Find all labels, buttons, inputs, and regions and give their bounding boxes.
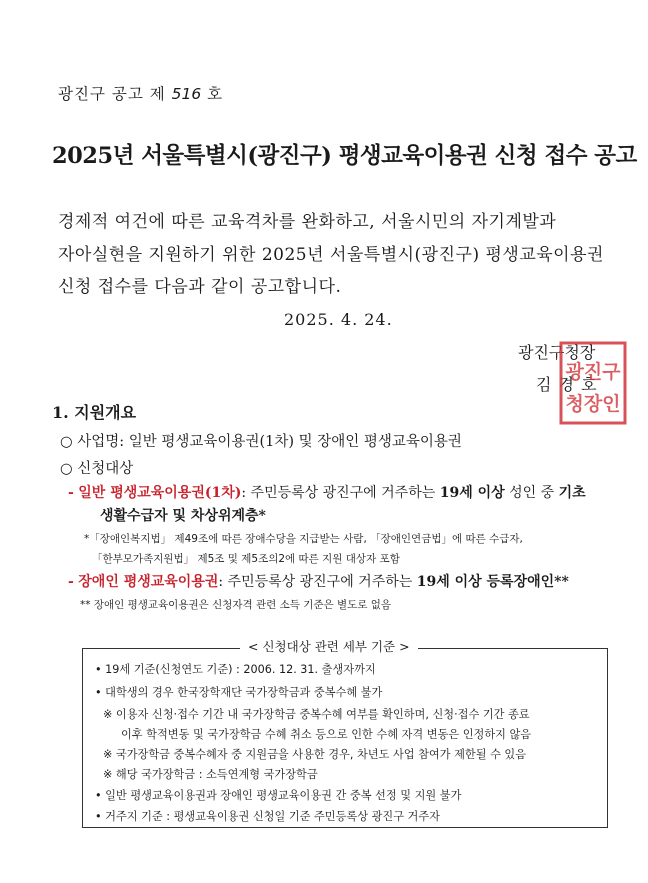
intro-line-1: 경제적 여건에 따른 교육격차를 완화하고, 서울시민의 자기계발과 <box>58 212 557 232</box>
seal-text-1: 광진구 <box>565 361 621 383</box>
general-bold-tail-1: 기초 <box>558 485 586 501</box>
notice-number-line <box>58 82 223 104</box>
criteria-note: ※ 이용자 신청·접수 기간 내 국가장학금 중복수혜 여부를 확인하며, 신청·접수 기간 종료 <box>103 708 530 721</box>
criteria-note-continued: 이후 학적변동 및 국가장학금 수혜 취소 등으로 인한 수혜 자격 변동은 인정하지 않음 <box>121 728 532 741</box>
general-text-1: : 주민등록상 광진구에 거주하는 <box>241 485 436 501</box>
section-heading: 1. 지원개요 <box>52 403 137 422</box>
general-dash: - <box>68 485 74 501</box>
notice-prefix: 광진구 공고 제 <box>58 85 166 103</box>
notice-number: 516 <box>171 85 202 103</box>
disabled-note: ** 장애인 평생교육이용권은 신청자격 관련 소득 기준은 별도로 없음 <box>80 599 392 611</box>
seal-text-2: 청장인 <box>565 393 621 415</box>
general-voucher-label: 일반 평생교육이용권(1차) <box>78 485 242 501</box>
signature-name: 김 경 호 <box>536 375 598 394</box>
target-label-item: ○ 신청대상 <box>60 461 134 477</box>
general-voucher-line <box>68 482 586 502</box>
signature-office: 광진구청장 <box>518 343 596 362</box>
general-note-line-2: 「한부모가족지원법」 제5조 및 제5조의2에 따른 지원 대상자 포함 <box>92 553 400 565</box>
criteria-note: ※ 국가장학금 중복수혜자 중 지원금을 사용한 경우, 차년도 사업 참여가 제한될 수 있음 <box>103 748 527 761</box>
disabled-dash: - <box>68 574 74 590</box>
criteria-item: • 일반 평생교육이용권과 장애인 평생교육이용권 간 중복 선정 및 지원 불가 <box>95 789 462 802</box>
disabled-text-1: : 주민등록상 광진구에 거주하는 <box>218 574 413 590</box>
criteria-item: • 거주지 기준 : 평생교육이용권 신청일 기준 주민등록상 광진구 거주자 <box>95 810 440 823</box>
notice-date: 2025. 4. 24. <box>284 310 393 329</box>
general-age: 19세 이상 <box>439 485 505 501</box>
disabled-voucher-label: 장애인 평생교육이용권 <box>78 574 219 590</box>
general-note-line-1: *「장애인복지법」 제49조에 따른 장애수당을 지급받는 사람, 「장애인연금법」에 따른 수급자, <box>84 533 523 545</box>
criteria-note: ※ 해당 국가장학금 : 소득연계형 국가장학금 <box>103 768 318 781</box>
page-title: 2025년 서울특별시(광진구) 평생교육이용권 신청 접수 공고 <box>52 143 637 169</box>
criteria-item: • 19세 기준(신청연도 기준) : 2006. 12. 31. 출생자까지 <box>95 663 376 676</box>
official-seal <box>558 340 628 426</box>
criteria-box-title: < 신청대상 관련 세부 기준 > <box>240 637 418 655</box>
intro-line-3: 신청 접수를 다음과 같이 공고합니다. <box>58 277 342 297</box>
disabled-bold-tail: 19세 이상 등록장애인** <box>416 574 569 590</box>
criteria-item: • 대학생의 경우 한국장학재단 국가장학금과 중복수혜 불가 <box>95 686 383 699</box>
business-name-item: ○ 사업명: 일반 평생교육이용권(1차) 및 장애인 평생교육이용권 <box>60 434 462 450</box>
disabled-voucher-line <box>68 571 569 591</box>
intro-line-2: 자아실현을 지원하기 위한 2025년 서울특별시(광진구) 평생교육이용권 <box>58 245 604 265</box>
notice-suffix: 호 <box>207 85 224 103</box>
general-bold-tail-2: 생활수급자 및 차상위계층* <box>100 508 266 524</box>
general-text-2: 성인 중 <box>509 485 555 501</box>
